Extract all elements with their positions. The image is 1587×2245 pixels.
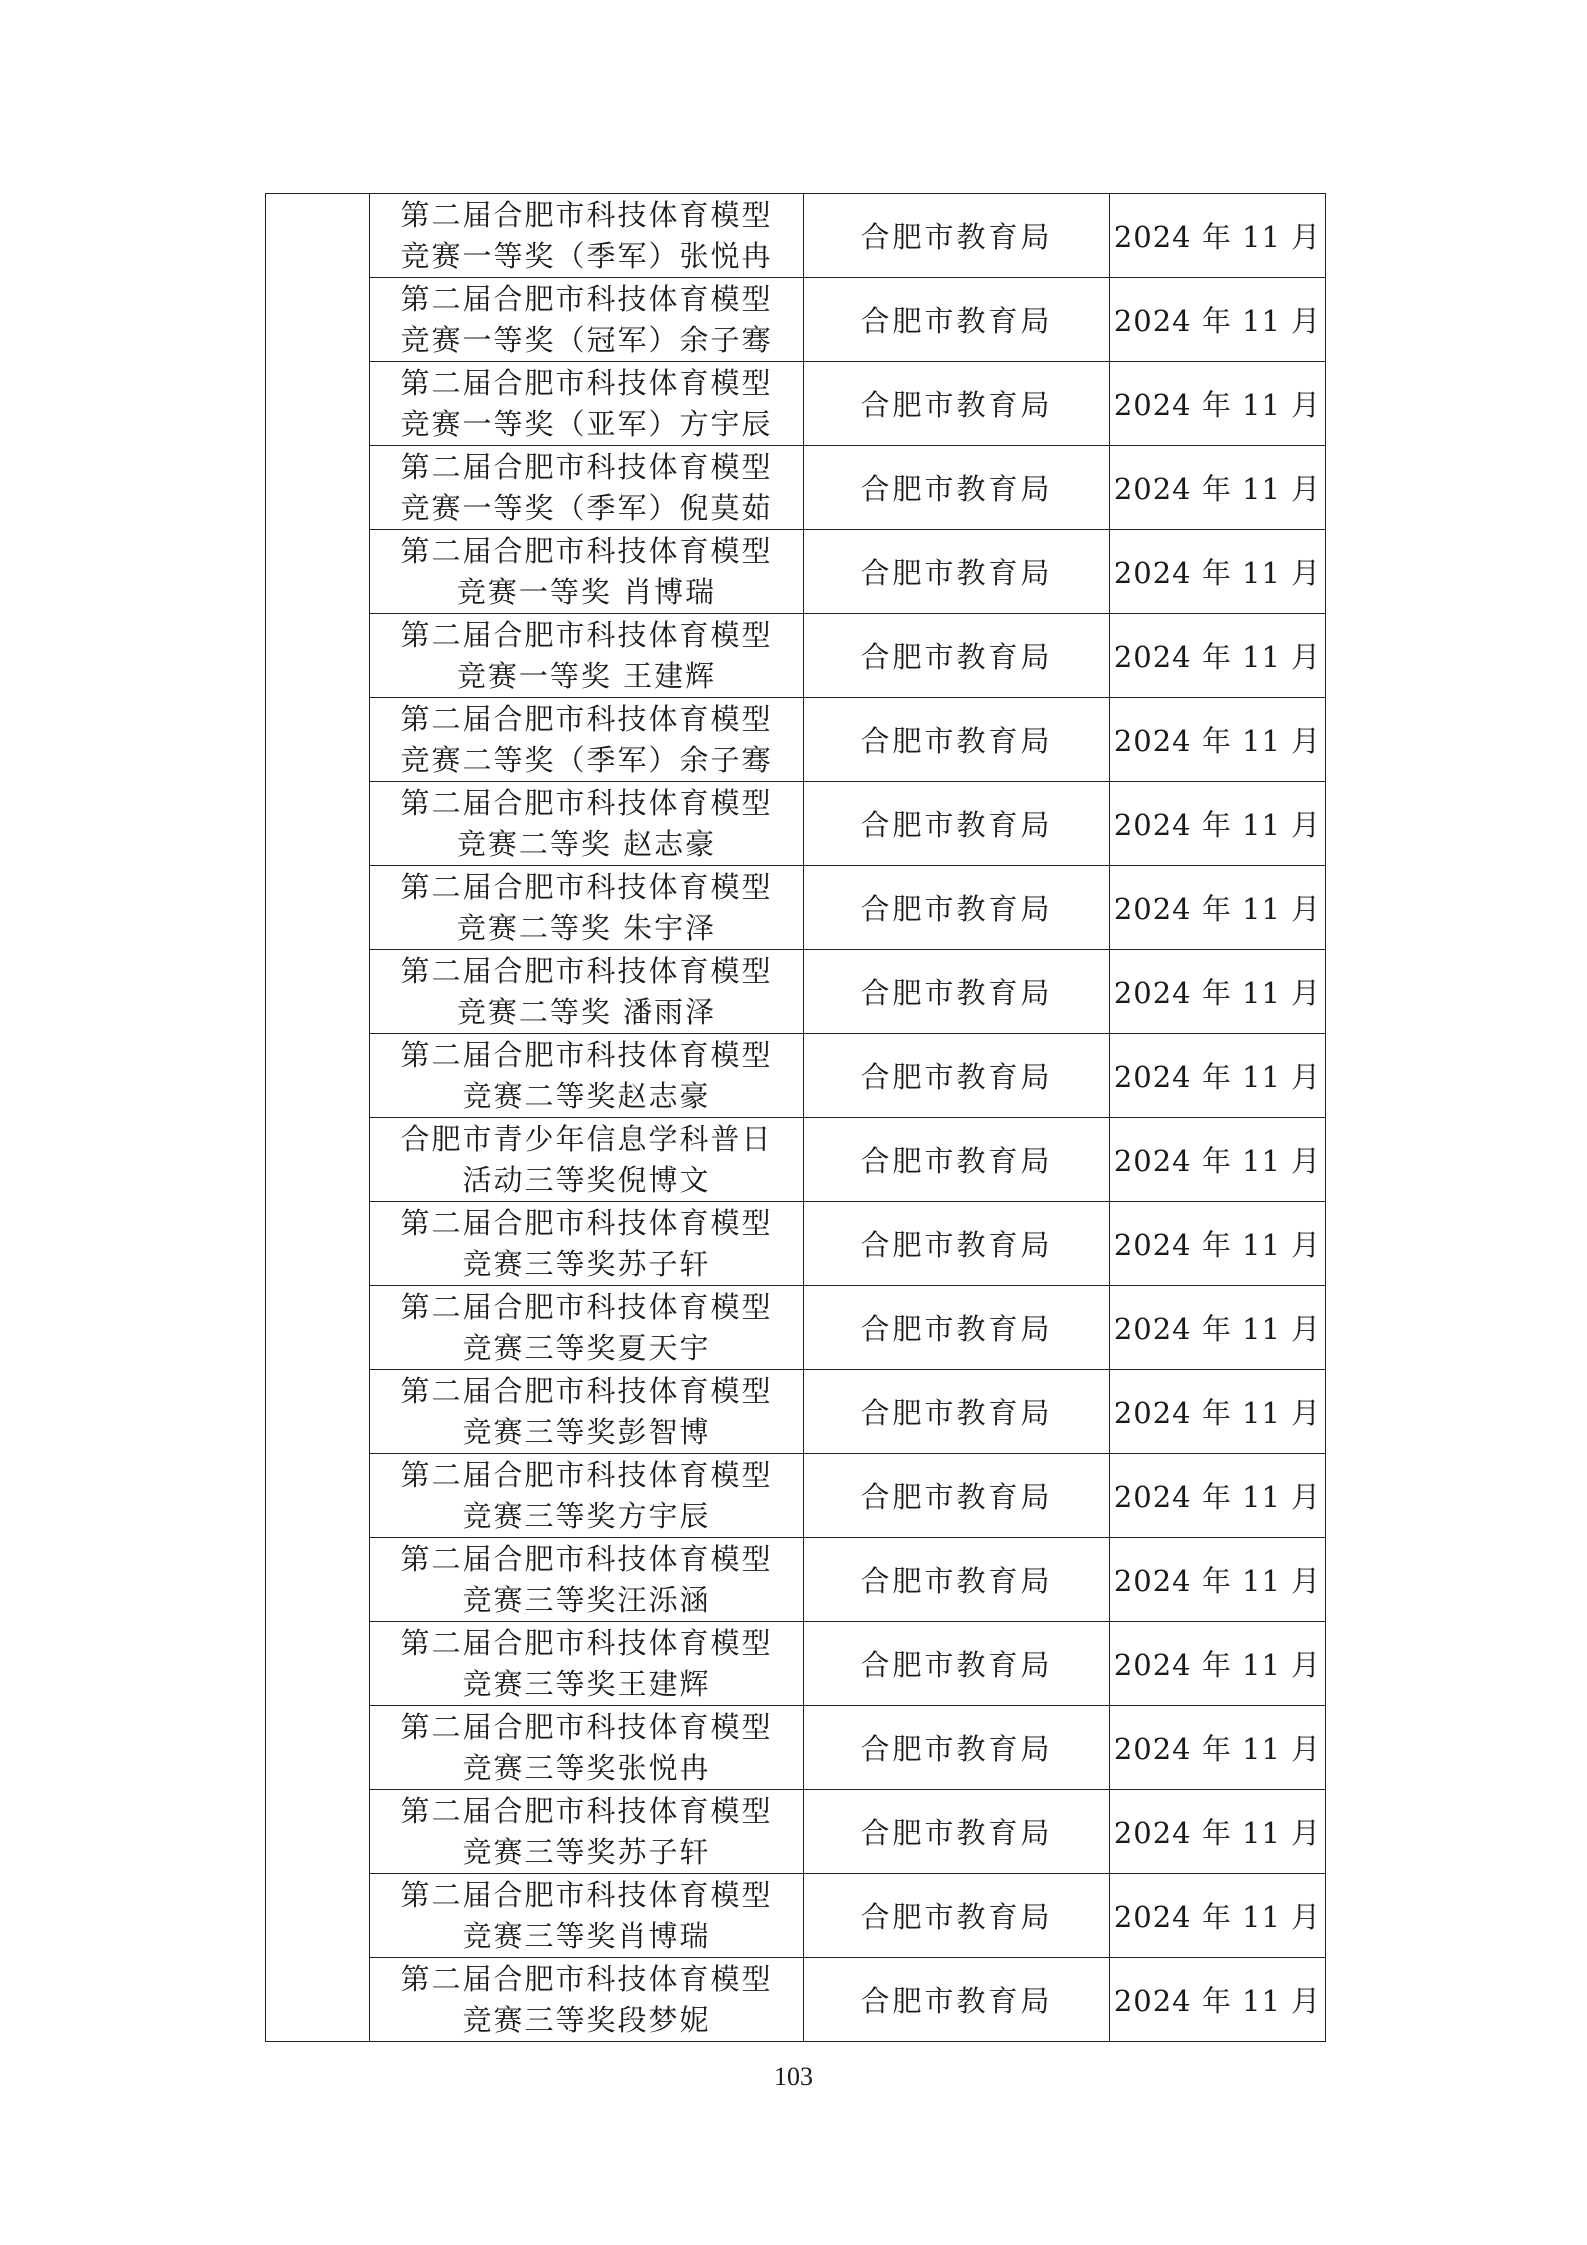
award-date-cell: 2024 年 11 月 [1110, 446, 1326, 530]
table-row [266, 1706, 1326, 1790]
award-name-line-1: 第二届合肥市科技体育模型 [400, 449, 773, 484]
issuing-org-cell: 合肥市教育局 [804, 614, 1110, 698]
table-row [266, 1202, 1326, 1286]
issuing-org-cell: 合肥市教育局 [804, 782, 1110, 866]
issuing-org-cell: 合肥市教育局 [804, 1202, 1110, 1286]
award-name-line-1: 第二届合肥市科技体育模型 [400, 785, 773, 820]
award-name-line-2: 竞赛三等奖段梦妮 [462, 2002, 711, 2037]
award-name-cell [370, 1958, 804, 2042]
award-name-line-1: 第二届合肥市科技体育模型 [400, 953, 773, 988]
award-name-cell [370, 1622, 804, 1706]
award-name-line-2: 竞赛三等奖肖博瑞 [462, 1918, 711, 1953]
award-date-cell: 2024 年 11 月 [1110, 1034, 1326, 1118]
category-cell [266, 194, 370, 2042]
award-date-cell: 2024 年 11 月 [1110, 530, 1326, 614]
award-name-line-1: 第二届合肥市科技体育模型 [400, 281, 773, 316]
award-name-line-2: 竞赛三等奖彭智博 [462, 1414, 711, 1449]
award-name-cell [370, 278, 804, 362]
table-row [266, 1286, 1326, 1370]
issuing-org-cell: 合肥市教育局 [804, 1286, 1110, 1370]
award-name-line-2: 竞赛二等奖 赵志豪 [456, 826, 717, 861]
table-row [266, 278, 1326, 362]
award-date-cell: 2024 年 11 月 [1110, 278, 1326, 362]
awards-table-body [266, 194, 1326, 2042]
award-name-line-2: 竞赛三等奖苏子轩 [462, 1834, 711, 1869]
award-name-line-1: 第二届合肥市科技体育模型 [400, 1793, 773, 1828]
award-name-line-1: 第二届合肥市科技体育模型 [400, 1625, 773, 1660]
award-name-line-2: 竞赛二等奖赵志豪 [462, 1078, 711, 1113]
award-date-cell: 2024 年 11 月 [1110, 1706, 1326, 1790]
issuing-org-cell: 合肥市教育局 [804, 530, 1110, 614]
award-name-line-2: 竞赛二等奖（季军）余子骞 [400, 742, 773, 777]
award-date-cell: 2024 年 11 月 [1110, 1286, 1326, 1370]
award-name-cell [370, 1454, 804, 1538]
awards-table [265, 193, 1326, 2042]
award-name-line-1: 第二届合肥市科技体育模型 [400, 869, 773, 904]
award-date-cell: 2024 年 11 月 [1110, 1874, 1326, 1958]
award-name-cell [370, 1538, 804, 1622]
award-name-line-2: 竞赛一等奖（冠军）余子骞 [400, 322, 773, 357]
award-name-line-1: 第二届合肥市科技体育模型 [400, 1709, 773, 1744]
award-name-line-2: 竞赛一等奖（季军）张悦冉 [400, 238, 773, 273]
award-name-cell [370, 866, 804, 950]
table-row [266, 194, 1326, 278]
award-date-cell: 2024 年 11 月 [1110, 1370, 1326, 1454]
issuing-org-cell: 合肥市教育局 [804, 1118, 1110, 1202]
table-row [266, 782, 1326, 866]
award-name-cell [370, 1286, 804, 1370]
table-row [266, 1034, 1326, 1118]
issuing-org-cell: 合肥市教育局 [804, 1538, 1110, 1622]
award-name-line-2: 竞赛三等奖苏子轩 [462, 1246, 711, 1281]
table-row [266, 1370, 1326, 1454]
award-name-cell [370, 1370, 804, 1454]
award-name-line-2: 竞赛三等奖汪泺涵 [462, 1582, 711, 1617]
award-name-cell [370, 446, 804, 530]
award-date-cell: 2024 年 11 月 [1110, 1790, 1326, 1874]
award-name-line-2: 竞赛二等奖 朱宇泽 [456, 910, 717, 945]
issuing-org-cell: 合肥市教育局 [804, 950, 1110, 1034]
table-row [266, 362, 1326, 446]
issuing-org-cell: 合肥市教育局 [804, 1370, 1110, 1454]
issuing-org-cell: 合肥市教育局 [804, 194, 1110, 278]
table-row [266, 1538, 1326, 1622]
award-date-cell: 2024 年 11 月 [1110, 1202, 1326, 1286]
award-name-cell [370, 698, 804, 782]
award-name-line-2: 竞赛一等奖 王建辉 [456, 658, 717, 693]
table-row [266, 1118, 1326, 1202]
award-date-cell: 2024 年 11 月 [1110, 1454, 1326, 1538]
table-row [266, 446, 1326, 530]
award-name-cell [370, 1706, 804, 1790]
award-name-line-1: 第二届合肥市科技体育模型 [400, 1877, 773, 1912]
award-date-cell: 2024 年 11 月 [1110, 1958, 1326, 2042]
award-name-cell [370, 950, 804, 1034]
award-name-line-2: 竞赛三等奖夏天宇 [462, 1330, 711, 1365]
award-name-line-1: 第二届合肥市科技体育模型 [400, 533, 773, 568]
issuing-org-cell: 合肥市教育局 [804, 1790, 1110, 1874]
award-name-line-1: 第二届合肥市科技体育模型 [400, 1037, 773, 1072]
award-name-line-2: 竞赛二等奖 潘雨泽 [456, 994, 717, 1029]
table-row [266, 1874, 1326, 1958]
award-name-line-2: 竞赛一等奖（亚军）方宇辰 [400, 406, 773, 441]
award-name-line-2: 竞赛一等奖（季军）倪莫茹 [400, 490, 773, 525]
award-name-line-1: 第二届合肥市科技体育模型 [400, 1457, 773, 1492]
award-name-line-1: 第二届合肥市科技体育模型 [400, 701, 773, 736]
award-date-cell: 2024 年 11 月 [1110, 782, 1326, 866]
issuing-org-cell: 合肥市教育局 [804, 1454, 1110, 1538]
award-name-cell [370, 1118, 804, 1202]
award-name-cell [370, 1874, 804, 1958]
page-number: 103 [774, 2062, 813, 2091]
award-date-cell: 2024 年 11 月 [1110, 950, 1326, 1034]
issuing-org-cell: 合肥市教育局 [804, 362, 1110, 446]
award-name-cell [370, 194, 804, 278]
table-row [266, 1454, 1326, 1538]
table-row [266, 950, 1326, 1034]
award-name-cell [370, 1034, 804, 1118]
award-name-line-1: 第二届合肥市科技体育模型 [400, 365, 773, 400]
award-name-line-1: 第二届合肥市科技体育模型 [400, 1373, 773, 1408]
table-row [266, 1790, 1326, 1874]
award-name-line-2: 活动三等奖倪博文 [462, 1162, 711, 1197]
award-name-line-1: 第二届合肥市科技体育模型 [400, 617, 773, 652]
award-name-line-1: 第二届合肥市科技体育模型 [400, 1289, 773, 1324]
award-name-line-2: 竞赛一等奖 肖博瑞 [456, 574, 717, 609]
award-name-cell [370, 782, 804, 866]
award-name-cell [370, 530, 804, 614]
award-name-line-1: 第二届合肥市科技体育模型 [400, 1541, 773, 1576]
award-name-line-1: 合肥市青少年信息学科普日 [400, 1121, 773, 1156]
table-row [266, 698, 1326, 782]
issuing-org-cell: 合肥市教育局 [804, 1622, 1110, 1706]
award-name-line-1: 第二届合肥市科技体育模型 [400, 1961, 773, 1996]
award-name-line-2: 竞赛三等奖方宇辰 [462, 1498, 711, 1533]
award-date-cell: 2024 年 11 月 [1110, 362, 1326, 446]
award-name-cell [370, 362, 804, 446]
award-date-cell: 2024 年 11 月 [1110, 1622, 1326, 1706]
table-row [266, 1622, 1326, 1706]
award-name-line-1: 第二届合肥市科技体育模型 [400, 1205, 773, 1240]
issuing-org-cell: 合肥市教育局 [804, 278, 1110, 362]
award-name-cell [370, 1790, 804, 1874]
issuing-org-cell: 合肥市教育局 [804, 1958, 1110, 2042]
issuing-org-cell: 合肥市教育局 [804, 698, 1110, 782]
table-row [266, 614, 1326, 698]
award-date-cell: 2024 年 11 月 [1110, 1118, 1326, 1202]
issuing-org-cell: 合肥市教育局 [804, 1874, 1110, 1958]
award-name-line-1: 第二届合肥市科技体育模型 [400, 197, 773, 232]
award-name-cell [370, 1202, 804, 1286]
issuing-org-cell: 合肥市教育局 [804, 866, 1110, 950]
award-name-line-2: 竞赛三等奖王建辉 [462, 1666, 711, 1701]
award-date-cell: 2024 年 11 月 [1110, 194, 1326, 278]
award-date-cell: 2024 年 11 月 [1110, 1538, 1326, 1622]
award-name-cell [370, 614, 804, 698]
table-row [266, 530, 1326, 614]
issuing-org-cell: 合肥市教育局 [804, 446, 1110, 530]
issuing-org-cell: 合肥市教育局 [804, 1706, 1110, 1790]
award-name-line-2: 竞赛三等奖张悦冉 [462, 1750, 711, 1785]
table-row [266, 866, 1326, 950]
award-date-cell: 2024 年 11 月 [1110, 698, 1326, 782]
issuing-org-cell: 合肥市教育局 [804, 1034, 1110, 1118]
award-date-cell: 2024 年 11 月 [1110, 614, 1326, 698]
table-row [266, 1958, 1326, 2042]
award-date-cell: 2024 年 11 月 [1110, 866, 1326, 950]
